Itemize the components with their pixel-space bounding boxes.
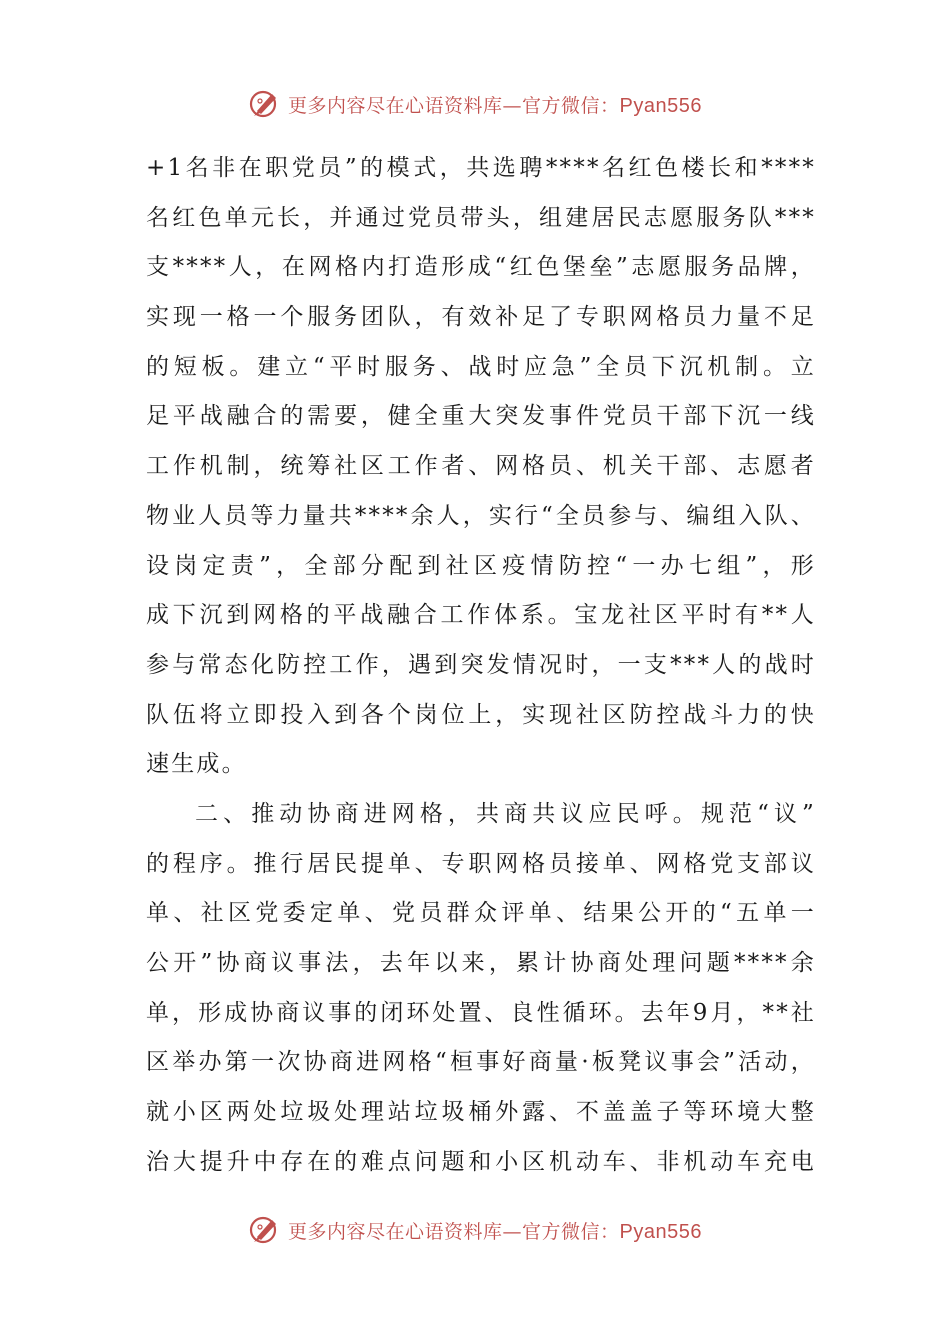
body-line: 支****人，在网格内打造形成“红色堡垒”志愿服务品牌， xyxy=(146,254,816,281)
body-line: 公开”协商议事法，去年以来，累计协商处理问题****余 xyxy=(146,950,816,976)
body-line: 名红色单元长，并通过党员带头，组建居民志愿服务队*** xyxy=(146,204,816,231)
body-line: 工作机制，统筹社区工作者、网格员、机关干部、志愿者 xyxy=(146,453,816,480)
body-line: 实现一格一个服务团队，有效补足了专职网格员力量不足 xyxy=(146,304,816,331)
body-line: 成下沉到网格的平战融合工作体系。宝龙社区平时有**人 xyxy=(146,602,816,629)
footer-banner-text: 更多内容尽在心语资料库—官方微信：Pyan556 xyxy=(288,1220,702,1243)
body-line: 就小区两处垃圾处理站垃圾桶外露、不盖盖子等环境大整 xyxy=(146,1099,816,1126)
body-line: +1名非在职党员”的模式，共选聘****名红色楼长和**** xyxy=(146,155,816,181)
body-line: 的程序。推行居民提单、专职网格员接单、网格党支部议 xyxy=(146,850,816,877)
header-banner-text: 更多内容尽在心语资料库—官方微信：Pyan556 xyxy=(288,94,702,117)
pen-nib-logo-icon xyxy=(248,1213,282,1247)
footer-banner xyxy=(0,1210,950,1250)
body-line: 区举办第一次协商进网格“桓事好商量·板凳议事会”活动， xyxy=(146,1049,816,1076)
body-line: 治大提升中存在的难点问题和小区机动车、非机动车充电 xyxy=(146,1148,816,1175)
header-banner xyxy=(0,84,950,124)
body-line: 足平战融合的需要，健全重大突发事件党员干部下沉一线 xyxy=(146,403,816,430)
body-line: 设岗定责”，全部分配到社区疫情防控“一办七组”，形 xyxy=(146,552,816,579)
body-line: 单、社区党委定单、党员群众评单、结果公开的“五单一 xyxy=(146,900,816,927)
body-line: 队伍将立即投入到各个岗位上，实现社区防控战斗力的快 xyxy=(146,701,816,728)
body-line: 单，形成协商议事的闭环处置、良性循环。去年9月，**社 xyxy=(146,999,816,1026)
body-line: 速生成。 xyxy=(146,751,247,778)
section-heading-line: 二、推动协商进网格，共商共议应民呼。规范“议” xyxy=(195,800,816,827)
body-line: 参与常态化防控工作，遇到突发情况时，一支***人的战时 xyxy=(146,651,816,678)
body-line: 物业人员等力量共****余人，实行“全员参与、编组入队、 xyxy=(146,502,816,529)
document-body xyxy=(146,144,816,1187)
pen-nib-logo-icon xyxy=(248,87,282,121)
body-line: 的短板。建立“平时服务、战时应急”全员下沉机制。立 xyxy=(146,353,816,380)
